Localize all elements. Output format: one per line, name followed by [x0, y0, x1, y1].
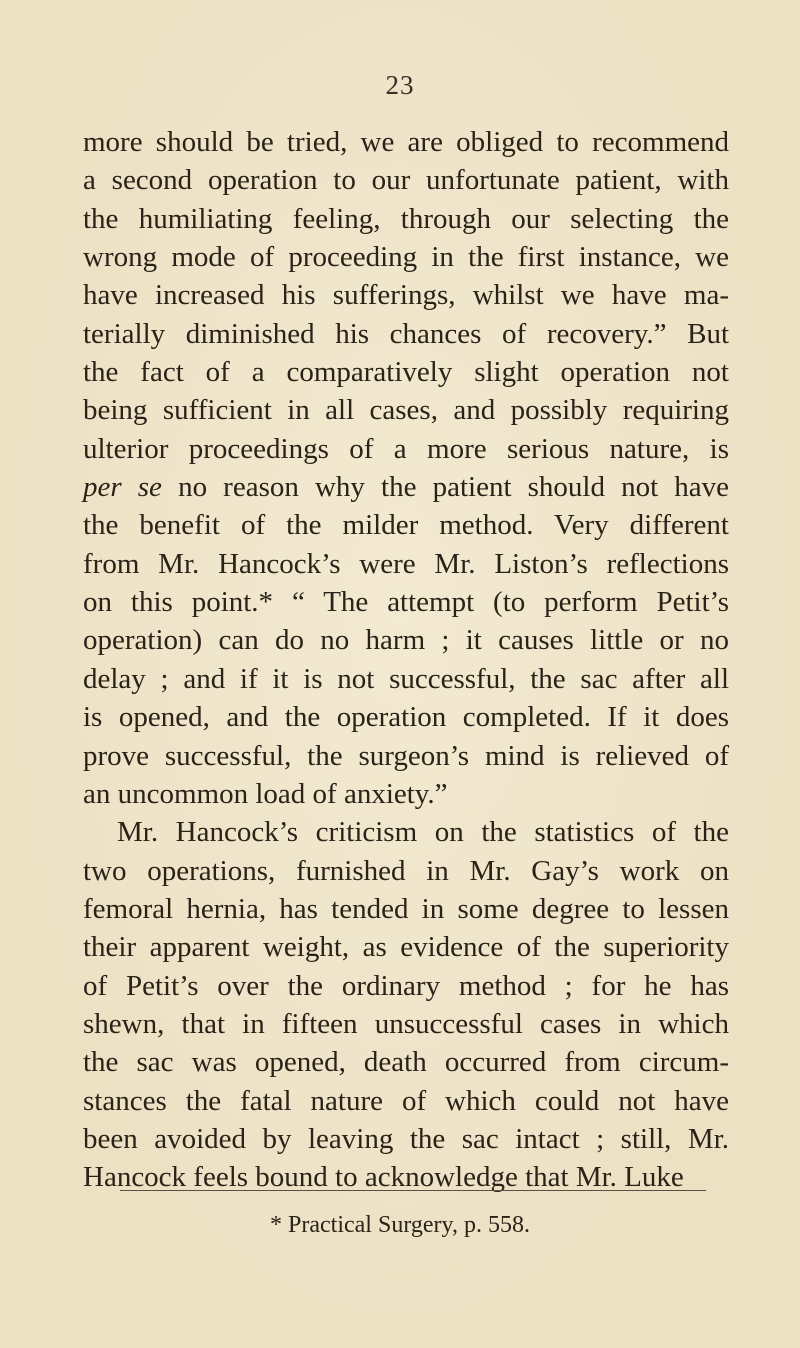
text-line: an uncommon load of anxiety.” [83, 777, 448, 810]
text-line: the benefit of the milder method. Very different [83, 509, 729, 542]
page-number: 23 [385, 70, 415, 100]
text-line: Hancock feels bound to acknowledge that Mr. Luke [83, 1161, 684, 1194]
body-text [83, 123, 729, 1197]
text-line: shewn, that in fifteen unsuccessful cases in which [83, 1007, 729, 1040]
text-line: stances the fatal nature of which could not have [83, 1084, 729, 1117]
text-line: terially diminished his chances of recovery.” But [83, 317, 729, 350]
text-line: from Mr. Hancock’s were Mr. Liston’s reflections [83, 547, 729, 580]
text-line: prove successful, the surgeon’s mind is relieved of [83, 739, 729, 772]
italic-phrase: per se [83, 471, 162, 504]
text-line: being sufficient in all cases, and possibly requiring [83, 394, 729, 427]
text-line: a second operation to our unfortunate patient, with [83, 164, 729, 197]
text-line: ulterior proceedings of a more serious nature, is [83, 432, 729, 465]
text-line: delay ; and if it is not successful, the sac after all [83, 662, 729, 695]
text-line-rest: no reason why the patient should not have [178, 471, 729, 504]
footnote-divider [120, 1190, 706, 1191]
text-line: wrong mode of proceeding in the first instance, we [83, 241, 729, 274]
text-line: femoral hernia, has tended in some degree to lessen [83, 892, 729, 925]
text-line: been avoided by leaving the sac intact ; still, Mr. [83, 1122, 729, 1155]
text-line: of Petit’s over the ordinary method ; for he has [83, 969, 729, 1002]
text-line: their apparent weight, as evidence of the superiority [83, 931, 729, 964]
text-line: the fact of a comparatively slight operation not [83, 356, 729, 389]
text-line: more should be tried, we are obliged to recommend [83, 126, 729, 158]
text-line: two operations, furnished in Mr. Gay’s work on [83, 854, 729, 887]
text-line: Mr. Hancock’s criticism on the statistics of the [117, 816, 729, 849]
text-line: on this point.* “ The attempt (to perform Petit’s [83, 586, 729, 619]
text-line: is opened, and the operation completed. If it does [83, 701, 729, 734]
text-line: the sac was opened, death occurred from circum- [83, 1046, 729, 1079]
text-line: have increased his sufferings, whilst we have ma- [83, 279, 729, 312]
footnote: * Practical Surgery, p. 558. [270, 1212, 530, 1238]
text-line: operation) can do no harm ; it causes little or no [83, 624, 729, 657]
text-line-with-italic [83, 468, 729, 506]
text-line: the humiliating feeling, through our selecting the [83, 202, 729, 235]
